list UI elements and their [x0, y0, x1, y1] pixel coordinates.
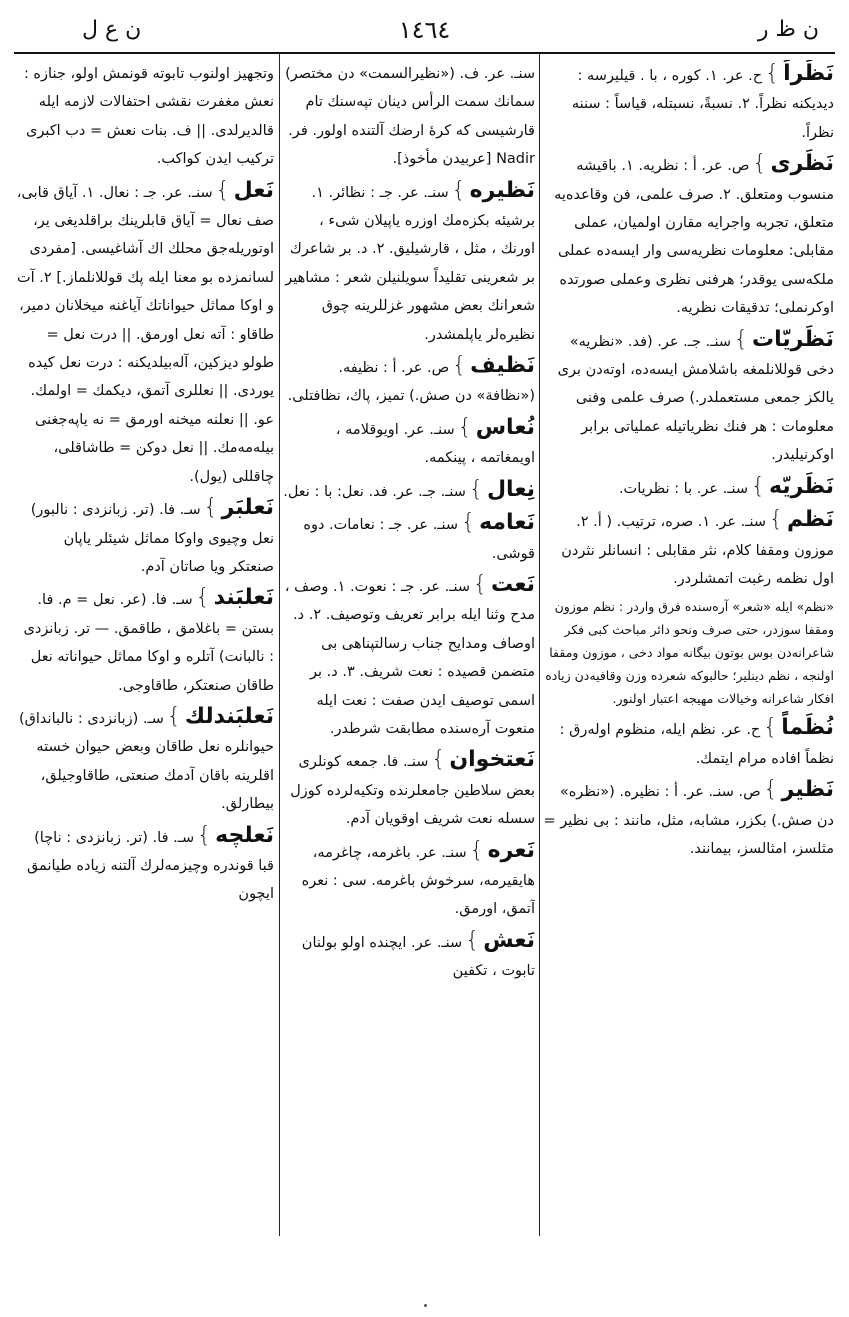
brace-icon: } — [469, 837, 484, 863]
entry-headword: نَعل — [233, 177, 274, 203]
entry-headword: نَظیف — [470, 353, 535, 379]
entry-definition: سنـ. عر. اویوقلامه ، اویمغاتمه ، پینكمه. — [335, 421, 535, 467]
entry-definition: ح. عر. نظم ایله، منظوم اوله‌رق : نظماً افاده مرام ایتمك. — [559, 722, 834, 767]
brace-icon: } — [763, 777, 778, 803]
entry-headword: نَظم — [787, 507, 834, 533]
dictionary-entry — [283, 60, 535, 174]
brace-icon: } — [468, 476, 483, 502]
page-header — [14, 6, 835, 50]
dictionary-entry — [542, 150, 834, 322]
entry-headword: نَعش — [483, 927, 535, 953]
entry-definition: سنـ. جـ. عر. (فد. «نظریه» دخی قوللانلمغه باشلامش ایسه‌ده، اوته‌دن بری یالكز جمعی مستعملدر.) صرف علمی وفنی معلومات : هر فنك نظریاتیله عملیاتی برابر اوكرنیلیدر. — [557, 333, 834, 464]
dictionary-entry — [283, 927, 535, 986]
entry-definition: سنـ. عر. باغرمه، چاغرمه، هایقیرمه، سرخوش باغرمه. سی : نعره آتمق، اورمق. — [301, 844, 535, 918]
entry-definition: سـ. فا. (تر. زبانزدی : نالبور) نعل وچیوی واوكا مماثل شیئلر یاپان صنعتكر ویا صاتان آدم. — [30, 502, 274, 575]
dictionary-entry — [542, 60, 834, 147]
dictionary-entry — [16, 584, 274, 700]
column-right — [542, 60, 834, 1232]
dictionary-entry — [542, 506, 834, 593]
dictionary-entry — [283, 571, 535, 743]
entry-headword: نَظیر — [781, 777, 834, 803]
header-root-letters-left: ن ع ل — [82, 17, 142, 42]
brace-icon: } — [431, 747, 446, 773]
entry-definition: سنـ. عر. جـ : نظائر. ١. برشیئه بكزه‌مك اوزره یاپیلان شیء ، اورنك ، مثل ، قارشیلیق. ٢. د. بر شاعرك بر شعرینی تقلیداً سویلنیلن شعر : مشاهیر شعرانك بعض مشهور غزللرینه چوق نظیره‌لر یاپلمشدر. — [285, 184, 535, 343]
brace-icon: } — [465, 927, 480, 953]
entry-headword: نَعلبَند — [213, 585, 274, 611]
entry-definition: سنـ. عر. ف. («نظیرالسمت» دن مختصر) سمانك سمت الرأس دینان تپه‌سنك تام قارشیسی كه كرهٔ ارضك آلتنده اولور. فر. Nadir [عربیدن مأخوذ]. — [285, 66, 535, 168]
dictionary-entry — [283, 476, 535, 506]
brace-icon: } — [751, 473, 766, 499]
entry-headword: نَعامه — [479, 510, 535, 536]
entry-definition: سنـ. عر. جـ : نعامات. دوه قوشی. — [303, 517, 535, 562]
entry-definition: سنـ. عر. با : نظریات. — [618, 480, 749, 497]
entry-headword: نَظَری — [770, 151, 834, 177]
entry-headword: نَعره — [487, 837, 535, 863]
brace-icon: } — [215, 177, 230, 203]
brace-icon: } — [765, 61, 780, 86]
dictionary-entry — [283, 352, 535, 411]
entry-definition: سنـ. عر. ایچنده اولو بولنان تابوت ، تكفین — [301, 934, 535, 980]
entry-headword: نَعتخوان — [449, 747, 535, 773]
dictionary-entry — [16, 177, 274, 491]
page-mark — [424, 1304, 427, 1307]
entry-definition: سنـ. جـ. عر. فد. نعل: با : نعل. — [283, 483, 466, 500]
brace-icon: } — [763, 715, 778, 741]
brace-icon: } — [461, 510, 476, 536]
header-rule — [14, 52, 835, 54]
entry-definition: سـ. فا. (تر. زبانزدی : ناچا) قبا قوندره وچیزمه‌لرك آلتنه زیاده طیانمق ایچون — [26, 829, 274, 903]
brace-icon: } — [452, 353, 467, 379]
brace-icon: } — [733, 326, 748, 352]
dictionary-entry — [542, 714, 834, 773]
dictionary-entry — [283, 509, 535, 568]
brace-icon: } — [203, 495, 218, 521]
entry-headword: نِعال — [486, 476, 535, 502]
brace-icon: } — [197, 822, 212, 848]
column-middle — [283, 60, 535, 1232]
brace-icon: } — [166, 703, 181, 729]
dictionary-entry — [283, 414, 535, 473]
brace-icon: } — [769, 507, 784, 533]
brace-icon: } — [451, 177, 466, 203]
entry-headword: نَعت — [491, 571, 535, 597]
dictionary-entry — [283, 177, 535, 349]
dictionary-entry — [283, 746, 535, 833]
dictionary-entry — [16, 822, 274, 909]
entry-definition: ص. عر. أ : نظریه. ١. باقیشه منسوب ومتعلق. ٢. صرف علمی، فن وقاعده‌یه متعلق، تجربه واجرایه مقارن اولمیان، عملی مقابلی: معلومات نظریه‌سی وار ایسه‌ده عملی ملكه‌سی یوقدر؛ هرفنی نظری وعملی صورتده اوكرنملی؛ تدقیقات نظریه. — [554, 158, 834, 317]
brace-icon: } — [752, 151, 767, 177]
dictionary-entry — [542, 326, 834, 470]
entry-definition: سنـ. عر. ١. صره، ترتیب. ( أ. ٢. موزون ومقفا كلام، نثر مقابلی : انسانلر نثردن اول نظمه رغبت اتمشلردر. — [561, 514, 834, 587]
usage-note — [542, 596, 834, 711]
dictionary-entry — [542, 473, 834, 503]
entry-definition: سنـ. عر. جـ : نعال. ١. آیاق قابی، صف نعال = آیاق قابلرینك براقلدیغی یر، اوتوریله‌جق محلك اك آشاغیسی. [مفردی لسانمزده بو معنا ایله پك قوللانلماز.] ٢. آت و اوكا مماثل حیواناتك آیاغنه میخلانان دمیر، طاقاو : آته نعل اورمق. || درت نعل = طولو دیزكین، آله‌بیلدیكنه : درت نعل كیده یوردی. || نعللری آتمق، دیكمك = اولمك. عو. || نعلنه میخنه اورمق = نه یاپه‌جغنی بیله‌مه‌مك. || نعل دوكن = طاشاقلی، چاقللی (یول). — [16, 184, 274, 485]
dictionary-entry — [283, 837, 535, 924]
entry-headword: نَعلچه — [215, 822, 274, 848]
entry-headword: نَعلبَر — [221, 495, 274, 521]
entry-definition: وتجهیز اولنوب تابوته قونمش اولو، جنازه : نعش مغفرت نقشی احتفالات لازمه ایله قالدیرلدی. || ف. بنات نعش = دب اكبری تركیب ایدن كواكب. — [23, 66, 274, 168]
dictionary-entry — [16, 703, 274, 819]
entry-headword: نُظَماً — [781, 715, 834, 741]
entry-definition: ص. عر. أ : نظیفه. («نظافة» دن صش.) تمیز، پاك، نظافتلی. — [287, 360, 535, 405]
entry-headword: نَظَریّات — [751, 326, 834, 352]
entry-headword: نَظیره — [469, 177, 535, 203]
entry-definition: سنـ. عر. جـ : نعوت. ١. وصف ، مدح وثنا ایله برابر تعریف وتوصیف. ٢. د. اوصاف ومدایح جناب رسالتپناهی بی متضمن قصیده : نعت شریف. ٣. د. بر اسمی توصیف ایدن صفت : نعت ایله منعوت آره‌سنده مطابقت شرطدر. — [284, 578, 535, 737]
entry-definition: سـ. (زبانزدی : نالبانداق) حیوانلره نعل طاقان وبعض حیوان خسته اقلرینه باقان آدمك صنعتی، طاقاوجیلق، بیطارلق. — [18, 710, 274, 813]
entry-headword: نُعاس — [475, 414, 535, 440]
entry-headword: نَعلبَندلك — [184, 703, 274, 729]
dictionary-entry — [542, 776, 834, 863]
brace-icon: } — [457, 414, 472, 440]
entry-definition: ص. سنـ. عر. أ : نظیره. («نظره» دن صش.) بكزر، مشابه، مثل، مانند : بی نظیر = مثلسز، امثالسز، بیمانند. — [543, 784, 834, 857]
header-root-letters-right: ن ظ ر — [757, 17, 819, 42]
entry-definition: سـ. فا. (عر. نعل = م. فا. بستن = باغلامق ، طاقمق. — تر. زبانزدی : نالبانت) آتلره و اوكا مماثل حیواناته نعل طاقان صنعتكر، طاقاوجی. — [23, 592, 274, 694]
dictionary-entry — [16, 60, 274, 174]
column-divider-left — [279, 54, 280, 1236]
entry-headword: نَظَراً — [783, 61, 834, 86]
brace-icon: } — [195, 585, 210, 611]
brace-icon: } — [473, 571, 488, 597]
entry-headword: نَظَریّه — [769, 473, 834, 499]
column-left — [16, 60, 274, 1232]
page-number: ١٤٦٤ — [398, 16, 451, 44]
entry-definition: ح. عر. ١. كوره ، با . قیلیرسه : دیدیكنه نظراً. ٢. نسبةً، نسبتله، قیاساً : سننه نظراً. — [571, 68, 834, 141]
entry-definition: سنـ. فا. جمعه كونلری بعض سلاطین جامعلرنده وتكیه‌لرده كوزل سسله نعت شریف اوقویان آدم. — [290, 754, 535, 828]
entry-definition: «نظم» ایله «شعر» آره‌سنده فرق واردر : نظم موزون ومقفا سوزدر، حتی صرف ونحو دائر مباحث كبی فكر شاعرانه‌دن بوس بوتون بیگانه مواد دخی ، موزون ومقفا اولنجه ، نظم دینلیر؛ حالبوكه شعرده وزن وقافیه‌دن زیاده افكار شاعرانه وخیالات مهیجه اعتبار اولنور. — [545, 599, 834, 707]
column-divider-right — [539, 54, 540, 1236]
dictionary-entry — [16, 494, 274, 581]
